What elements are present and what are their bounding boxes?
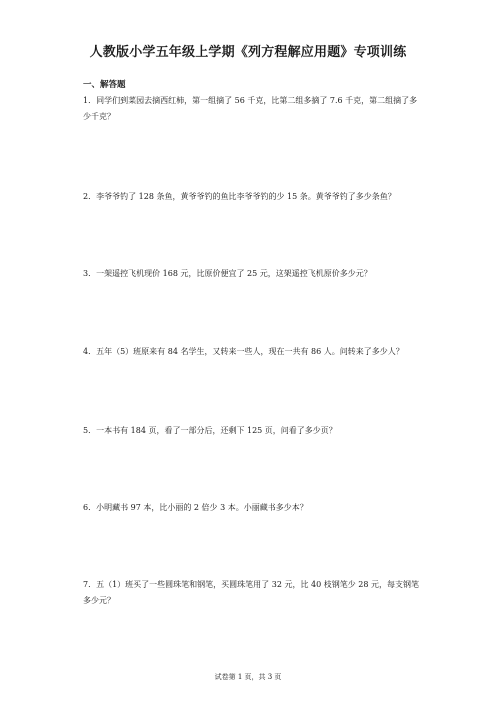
question-1 [83, 93, 423, 125]
question-text: 五（1）班买了一些圆珠笔和钢笔，买圆珠笔用了 32 元，比 40 枝钢笔少 28 元，每支钢笔多少元？ [83, 580, 419, 605]
question-number: 3． [83, 269, 97, 278]
question-text: 小明藏书 97 本，比小丽的 2 倍少 3 本。小丽藏书多少本？ [96, 503, 308, 512]
question-number: 7． [83, 580, 97, 589]
document-title: 人教版小学五年级上学期《列方程解应用题》专项训练 [89, 45, 407, 60]
question-3 [83, 266, 423, 282]
question-text: 同学们到菜园去摘西红柿，第一组摘了 56 千克，比第二组多摘了 7.6 千克，第二组摘了多少千克？ [83, 96, 418, 121]
page-footer: 试卷第 1 页，共 3 页 [214, 673, 282, 681]
question-text: 一本书有 184 页，看了一部分后，还剩下 125 页，问看了多少页？ [96, 426, 337, 435]
question-number: 2． [83, 192, 97, 201]
question-text: 五年（5）班原来有 84 名学生，又转来一些人，现在一共有 86 人。问转来了多少人？ [96, 347, 404, 356]
question-6 [83, 500, 423, 516]
question-5 [83, 423, 423, 439]
question-number: 4． [83, 347, 97, 356]
question-2 [83, 189, 423, 205]
question-number: 6． [83, 503, 97, 512]
question-7 [83, 577, 423, 609]
question-text: 李爷爷钓了 128 条鱼，黄爷爷钓的鱼比李爷爷钓的少 15 条。黄爷爷钓了多少条鱼？ [96, 192, 396, 201]
question-number: 5． [83, 426, 97, 435]
question-number: 1． [83, 96, 97, 105]
question-text: 一架遥控飞机现价 168 元，比原价便宜了 25 元，这架遥控飞机原价多少元？ [96, 269, 372, 278]
question-4 [83, 344, 423, 360]
section-heading: 一、解答题 [83, 80, 126, 90]
